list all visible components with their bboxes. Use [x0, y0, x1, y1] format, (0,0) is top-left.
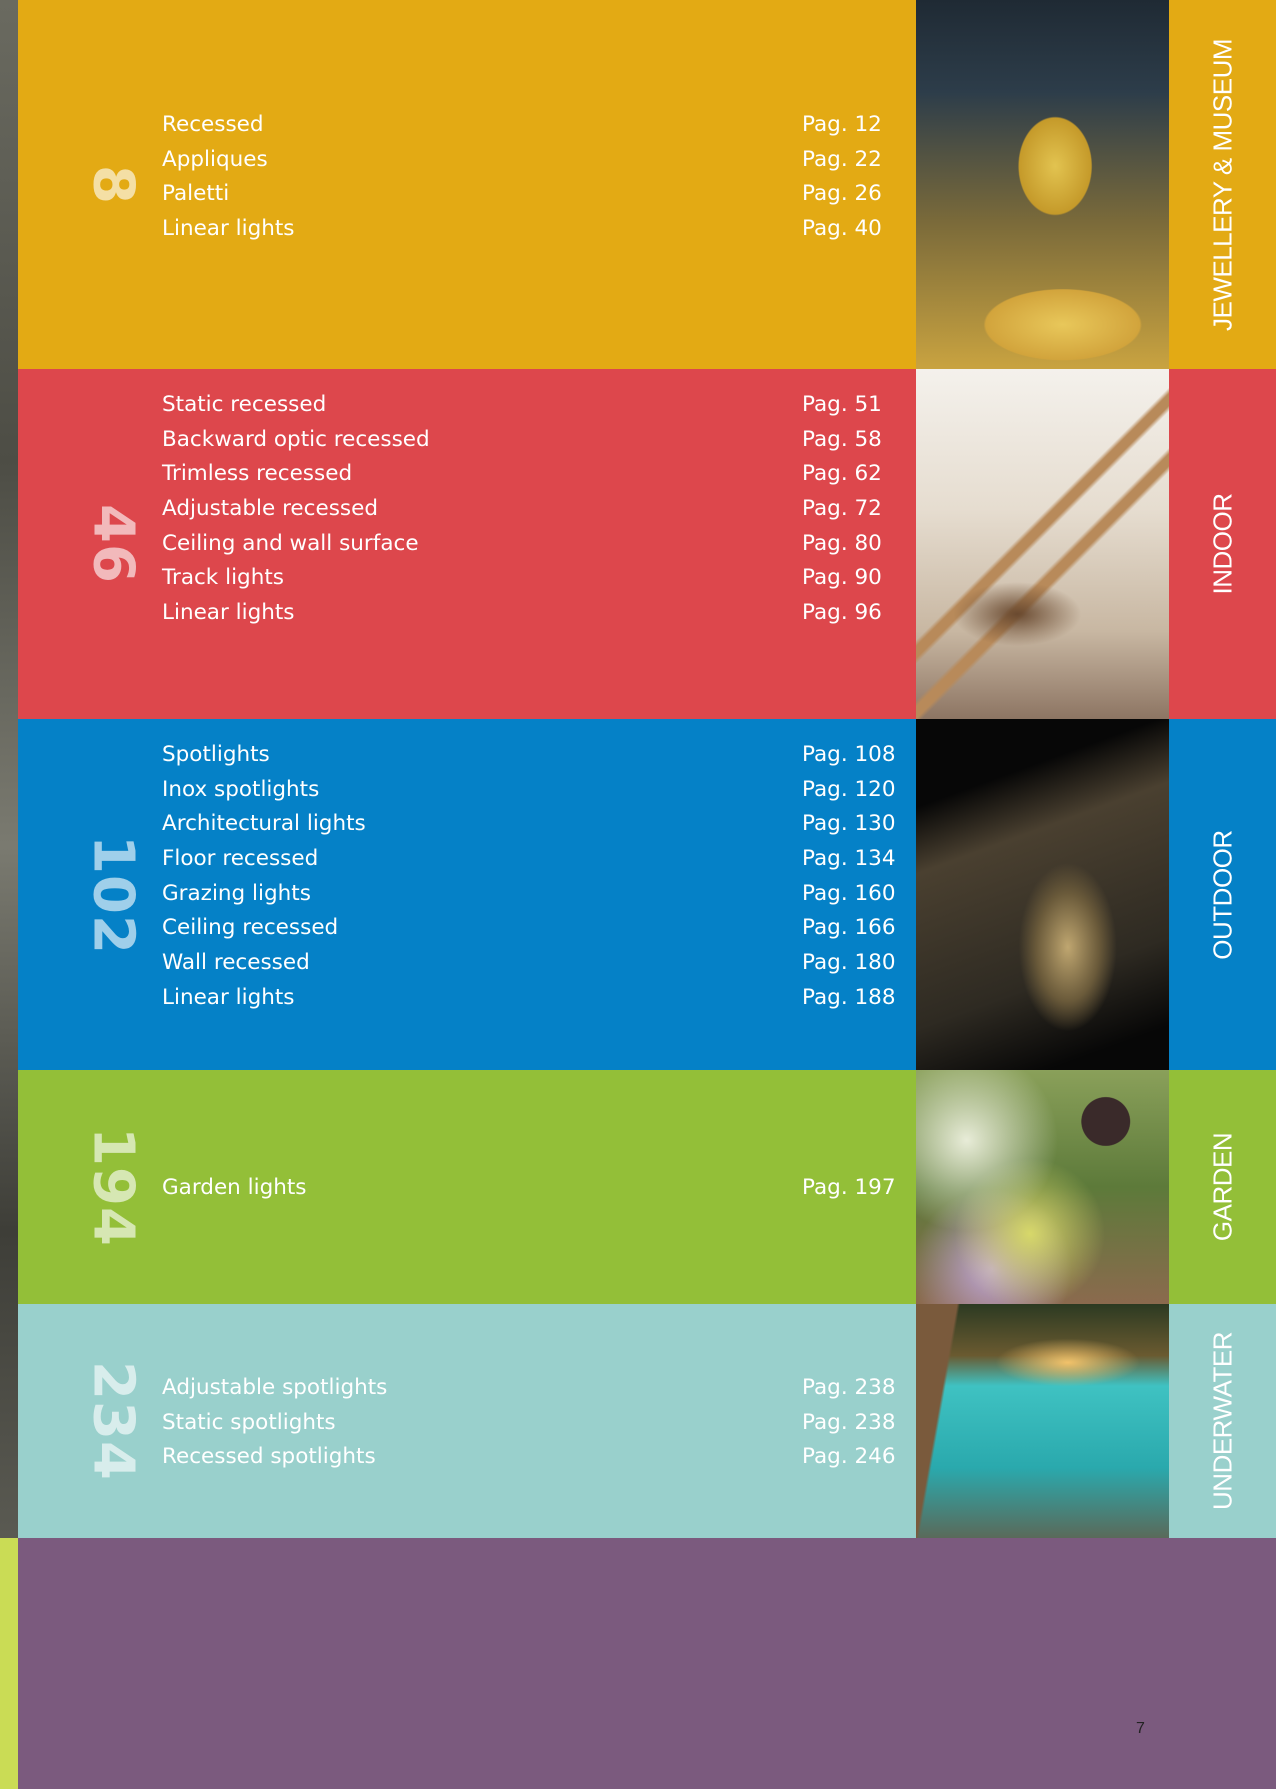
section-garden	[18, 1070, 1276, 1304]
section-number: 8	[80, 164, 146, 205]
list-item[interactable]	[162, 456, 902, 491]
item-list	[162, 387, 902, 630]
outdoor-stone-building-photo	[916, 719, 1169, 1070]
item-page: Pag. 40	[802, 215, 882, 241]
item-page: Pag. 134	[802, 845, 896, 871]
item-label: Linear lights	[162, 984, 295, 1010]
item-page: Pag. 160	[802, 880, 896, 906]
item-page: Pag. 26	[802, 181, 882, 207]
list-item[interactable]	[162, 876, 902, 911]
list-item[interactable]	[162, 422, 902, 457]
list-item[interactable]	[162, 526, 902, 561]
list-item[interactable]	[162, 945, 902, 980]
section-tab[interactable]: INDOOR	[1169, 369, 1276, 719]
item-page: Pag. 96	[802, 599, 882, 625]
list-item[interactable]	[162, 910, 902, 945]
list-item[interactable]	[162, 595, 902, 630]
list-item[interactable]	[162, 142, 902, 177]
item-list	[162, 737, 902, 1015]
section-tab[interactable]: GARDEN	[1169, 1070, 1276, 1304]
list-item[interactable]	[162, 806, 902, 841]
section-content	[18, 1070, 916, 1304]
item-label: Adjustable recessed	[162, 495, 378, 521]
item-page: Pag. 62	[802, 461, 882, 487]
left-accent-strip	[0, 1538, 18, 1789]
item-label: Ceiling recessed	[162, 915, 339, 941]
item-page: Pag. 188	[802, 984, 896, 1010]
list-item[interactable]	[162, 1405, 902, 1440]
list-item[interactable]	[162, 491, 902, 526]
section-tab[interactable]: OUTDOOR	[1169, 719, 1276, 1070]
item-label: Linear lights	[162, 215, 295, 241]
list-item[interactable]	[162, 107, 902, 142]
item-label: Grazing lights	[162, 880, 311, 906]
section-number: 194	[80, 1127, 146, 1247]
item-label: Architectural lights	[162, 811, 366, 837]
list-item[interactable]	[162, 841, 902, 876]
item-label: Garden lights	[162, 1174, 307, 1200]
section-content	[18, 369, 916, 719]
page-number: 7	[1136, 1720, 1145, 1737]
item-page: Pag. 108	[802, 741, 896, 767]
item-page: Pag. 12	[802, 111, 882, 137]
item-page: Pag. 51	[802, 391, 882, 417]
item-label: Adjustable spotlights	[162, 1374, 388, 1400]
item-label: Inox spotlights	[162, 776, 320, 802]
item-page: Pag. 197	[802, 1174, 896, 1200]
section-tab[interactable]: UNDERWATER	[1169, 1304, 1276, 1538]
section-indoor	[18, 369, 1276, 719]
section-jewellery-museum	[18, 0, 1276, 369]
item-page: Pag. 130	[802, 811, 896, 837]
item-page: Pag. 22	[802, 146, 882, 172]
item-label: Spotlights	[162, 741, 270, 767]
item-label: Ceiling and wall surface	[162, 530, 419, 556]
list-item[interactable]	[162, 211, 902, 246]
list-item[interactable]	[162, 737, 902, 772]
item-page: Pag. 238	[802, 1409, 896, 1435]
item-page: Pag. 90	[802, 565, 882, 591]
list-item[interactable]	[162, 1170, 902, 1205]
underwater-pool-photo	[916, 1304, 1169, 1538]
item-label: Trimless recessed	[162, 461, 353, 487]
item-label: Recessed spotlights	[162, 1444, 376, 1470]
section-underwater	[18, 1304, 1276, 1538]
list-item[interactable]	[162, 1439, 902, 1474]
garden-flowers-photo	[916, 1070, 1169, 1304]
list-item[interactable]	[162, 772, 902, 807]
item-page: Pag. 180	[802, 949, 896, 975]
item-label: Backward optic recessed	[162, 426, 430, 452]
item-label: Static spotlights	[162, 1409, 336, 1435]
item-page: Pag. 72	[802, 495, 882, 521]
section-number: 234	[80, 1361, 146, 1481]
item-list	[162, 107, 902, 246]
list-item[interactable]	[162, 980, 902, 1015]
item-list	[162, 1370, 902, 1474]
list-item[interactable]	[162, 387, 902, 422]
section-number: 102	[80, 834, 146, 955]
item-page: Pag. 120	[802, 776, 896, 802]
list-item[interactable]	[162, 560, 902, 595]
item-page: Pag. 80	[802, 530, 882, 556]
item-label: Linear lights	[162, 599, 295, 625]
item-label: Track lights	[162, 565, 284, 591]
item-label: Paletti	[162, 181, 230, 207]
item-page: Pag. 58	[802, 426, 882, 452]
list-item[interactable]	[162, 176, 902, 211]
section-outdoor	[18, 719, 1276, 1070]
left-photo-strip	[0, 0, 18, 1538]
jewellery-display-photo	[916, 0, 1169, 369]
item-label: Appliques	[162, 146, 268, 172]
section-content	[18, 0, 916, 369]
item-page: Pag. 246	[802, 1444, 896, 1470]
list-item[interactable]	[162, 1370, 902, 1405]
item-label: Recessed	[162, 111, 264, 137]
section-number: 46	[80, 504, 146, 584]
item-list	[162, 1170, 902, 1205]
section-tab[interactable]: JEWELLERY & MUSEUM	[1169, 0, 1276, 369]
item-label: Floor recessed	[162, 845, 319, 871]
section-content	[18, 1304, 916, 1538]
indoor-interior-photo	[916, 369, 1169, 719]
item-page: Pag. 166	[802, 915, 896, 941]
item-label: Wall recessed	[162, 949, 310, 975]
item-page: Pag. 238	[802, 1374, 896, 1400]
item-label: Static recessed	[162, 391, 327, 417]
section-content	[18, 719, 916, 1070]
